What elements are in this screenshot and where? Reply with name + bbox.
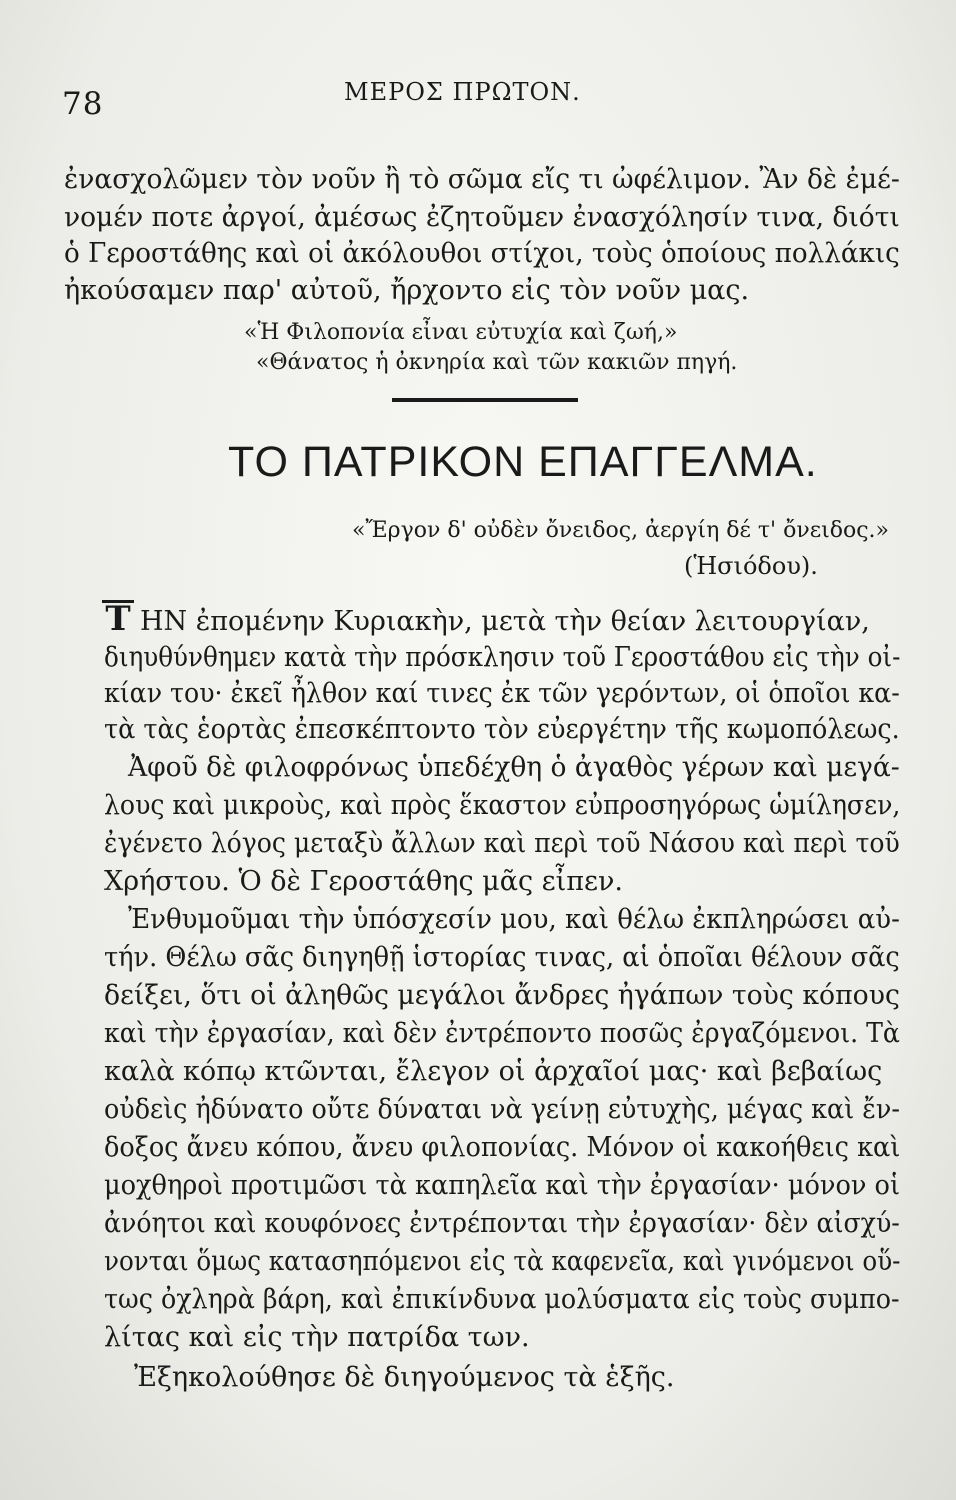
text-line: δείξει, ὅτι οἱ ἀληθῶς μεγάλοι ἄνδρες ἠγάπων τοὺς κόπους bbox=[104, 980, 900, 1011]
text-line: Ἀφοῦ δὲ φιλοφρόνως ὑπεδέχθη ὁ ἀγαθὸς γέρων καὶ μεγά- bbox=[128, 752, 900, 783]
text-line: λους καὶ μικροὺς, καὶ πρὸς ἕκαστον εὐπροσηγόρως ὡμίλησεν, bbox=[104, 790, 901, 821]
text-line: καλὰ κόπῳ κτῶνται, ἔλεγον οἱ ἀρχαῖοί μας· καὶ βεβαίως bbox=[104, 1056, 883, 1087]
text-line: ΗΝ ἐπομένην Κυριακὴν, μετὰ τὴν θείαν λειτουργίαν, bbox=[140, 606, 870, 637]
text-line: τως ὀχληρὰ βάρη, καὶ ἐπικίνδυνα μολύσματα εἰς τοὺς συμπο- bbox=[104, 1284, 900, 1315]
text-line: δοξος ἄνευ κόπου, ἄνευ φιλοπονίας. Μόνον οἱ κακοήθεις καὶ bbox=[104, 1132, 901, 1163]
text-line: κίαν του· ἐκεῖ ἦλθον καί τινες ἐκ τῶν γερόντων, οἱ ὁποῖοι κα- bbox=[104, 678, 900, 709]
text-line: τὰ τὰς ἑορτὰς ἐπεσκέπτοντο τὸν εὐεργέτην τῆς κωμοπόλεως. bbox=[104, 714, 900, 745]
text-line: διηυθύνθημεν κατὰ τὴν πρόσκλησιν τοῦ Γεροστάθου εἰς τὴν οἰ- bbox=[104, 642, 901, 673]
epigraph-source: (Ἡσιόδου). bbox=[684, 552, 818, 580]
text-line: Ἐξηκολούθησε δὲ διηγούμενος τὰ ἑξῆς. bbox=[134, 1362, 675, 1393]
text-line: καὶ τὴν ἐργασίαν, καὶ δὲν ἐντρέποντο ποσῶς ἐργαζόμενοι. Τὰ bbox=[104, 1018, 900, 1049]
chapter-title: ΤΟ ΠΑΤΡΙΚΟΝ ΕΠΑΓΓΕΛΜΑ. bbox=[228, 438, 818, 486]
text-line: ἐνασχολῶμεν τὸν νοῦν ἢ τὸ σῶμα εἴς τι ὠφέλιμον. Ἂν δὲ ἐμέ- bbox=[64, 164, 900, 195]
verse-line: «Θάνατος ἡ ὀκνηρία καὶ τῶν κακιῶν πηγή. bbox=[256, 350, 738, 375]
text-line: ἐγένετο λόγος μεταξὺ ἄλλων καὶ περὶ τοῦ Νάσου καὶ περὶ τοῦ bbox=[104, 828, 900, 859]
text-line: νομέν ποτε ἀργοί, ἀμέσως ἐζητοῦμεν ἐνασχόλησίν τινα, διότι bbox=[64, 202, 900, 233]
text-line: λίτας καὶ εἰς τὴν πατρίδα των. bbox=[104, 1322, 530, 1353]
text-line: ἀνόητοι καὶ κουφόνοες ἐντρέπονται τὴν ἐργασίαν· δὲν αἰσχύ- bbox=[104, 1208, 900, 1239]
text-line: Χρήστου. Ὁ δὲ Γεροστάθης μᾶς εἶπεν. bbox=[104, 866, 623, 897]
text-line: τήν. Θέλω σᾶς διηγηθῇ ἱστορίας τινας, αἱ ὁποῖαι θέλουν σᾶς bbox=[104, 942, 900, 973]
drop-cap: T bbox=[102, 600, 134, 632]
verse-line: «Ἡ Φιλοπονία εἶναι εὐτυχία καὶ ζωή,» bbox=[244, 320, 678, 345]
text-line: οὐδεὶς ἠδύνατο οὔτε δύναται νὰ γείνῃ εὐτυχὴς, μέγας καὶ ἔν- bbox=[104, 1094, 900, 1125]
text-line: μοχθηροὶ προτιμῶσι τὰ καπηλεῖα καὶ τὴν ἐργασίαν· μόνον οἱ bbox=[104, 1170, 900, 1201]
section-divider bbox=[392, 398, 578, 402]
text-line: ὁ Γεροστάθης καὶ οἱ ἀκόλουθοι στίχοι, τοὺς ὁποίους πολλάκις bbox=[64, 238, 900, 269]
running-head: ΜΕΡΟΣ ΠΡΩΤΟΝ. bbox=[344, 78, 581, 106]
text-line: νονται ὅμως κατασηπόμενοι εἰς τὰ καφενεῖα, καὶ γινόμενοι οὕ- bbox=[104, 1246, 901, 1277]
epigraph: «Ἔργον δ' οὐδὲν ὄνειδος, ἀεργίη δέ τ' ὄνειδος.» bbox=[352, 518, 889, 543]
page-number: 78 bbox=[62, 86, 104, 122]
text-line: Ἐνθυμοῦμαι τὴν ὑπόσχεσίν μου, καὶ θέλω ἐκπληρώσει αὐ- bbox=[128, 904, 900, 935]
text-line: ἠκούσαμεν παρ' αὐτοῦ, ἤρχοντο εἰς τὸν νοῦν μας. bbox=[64, 275, 750, 306]
